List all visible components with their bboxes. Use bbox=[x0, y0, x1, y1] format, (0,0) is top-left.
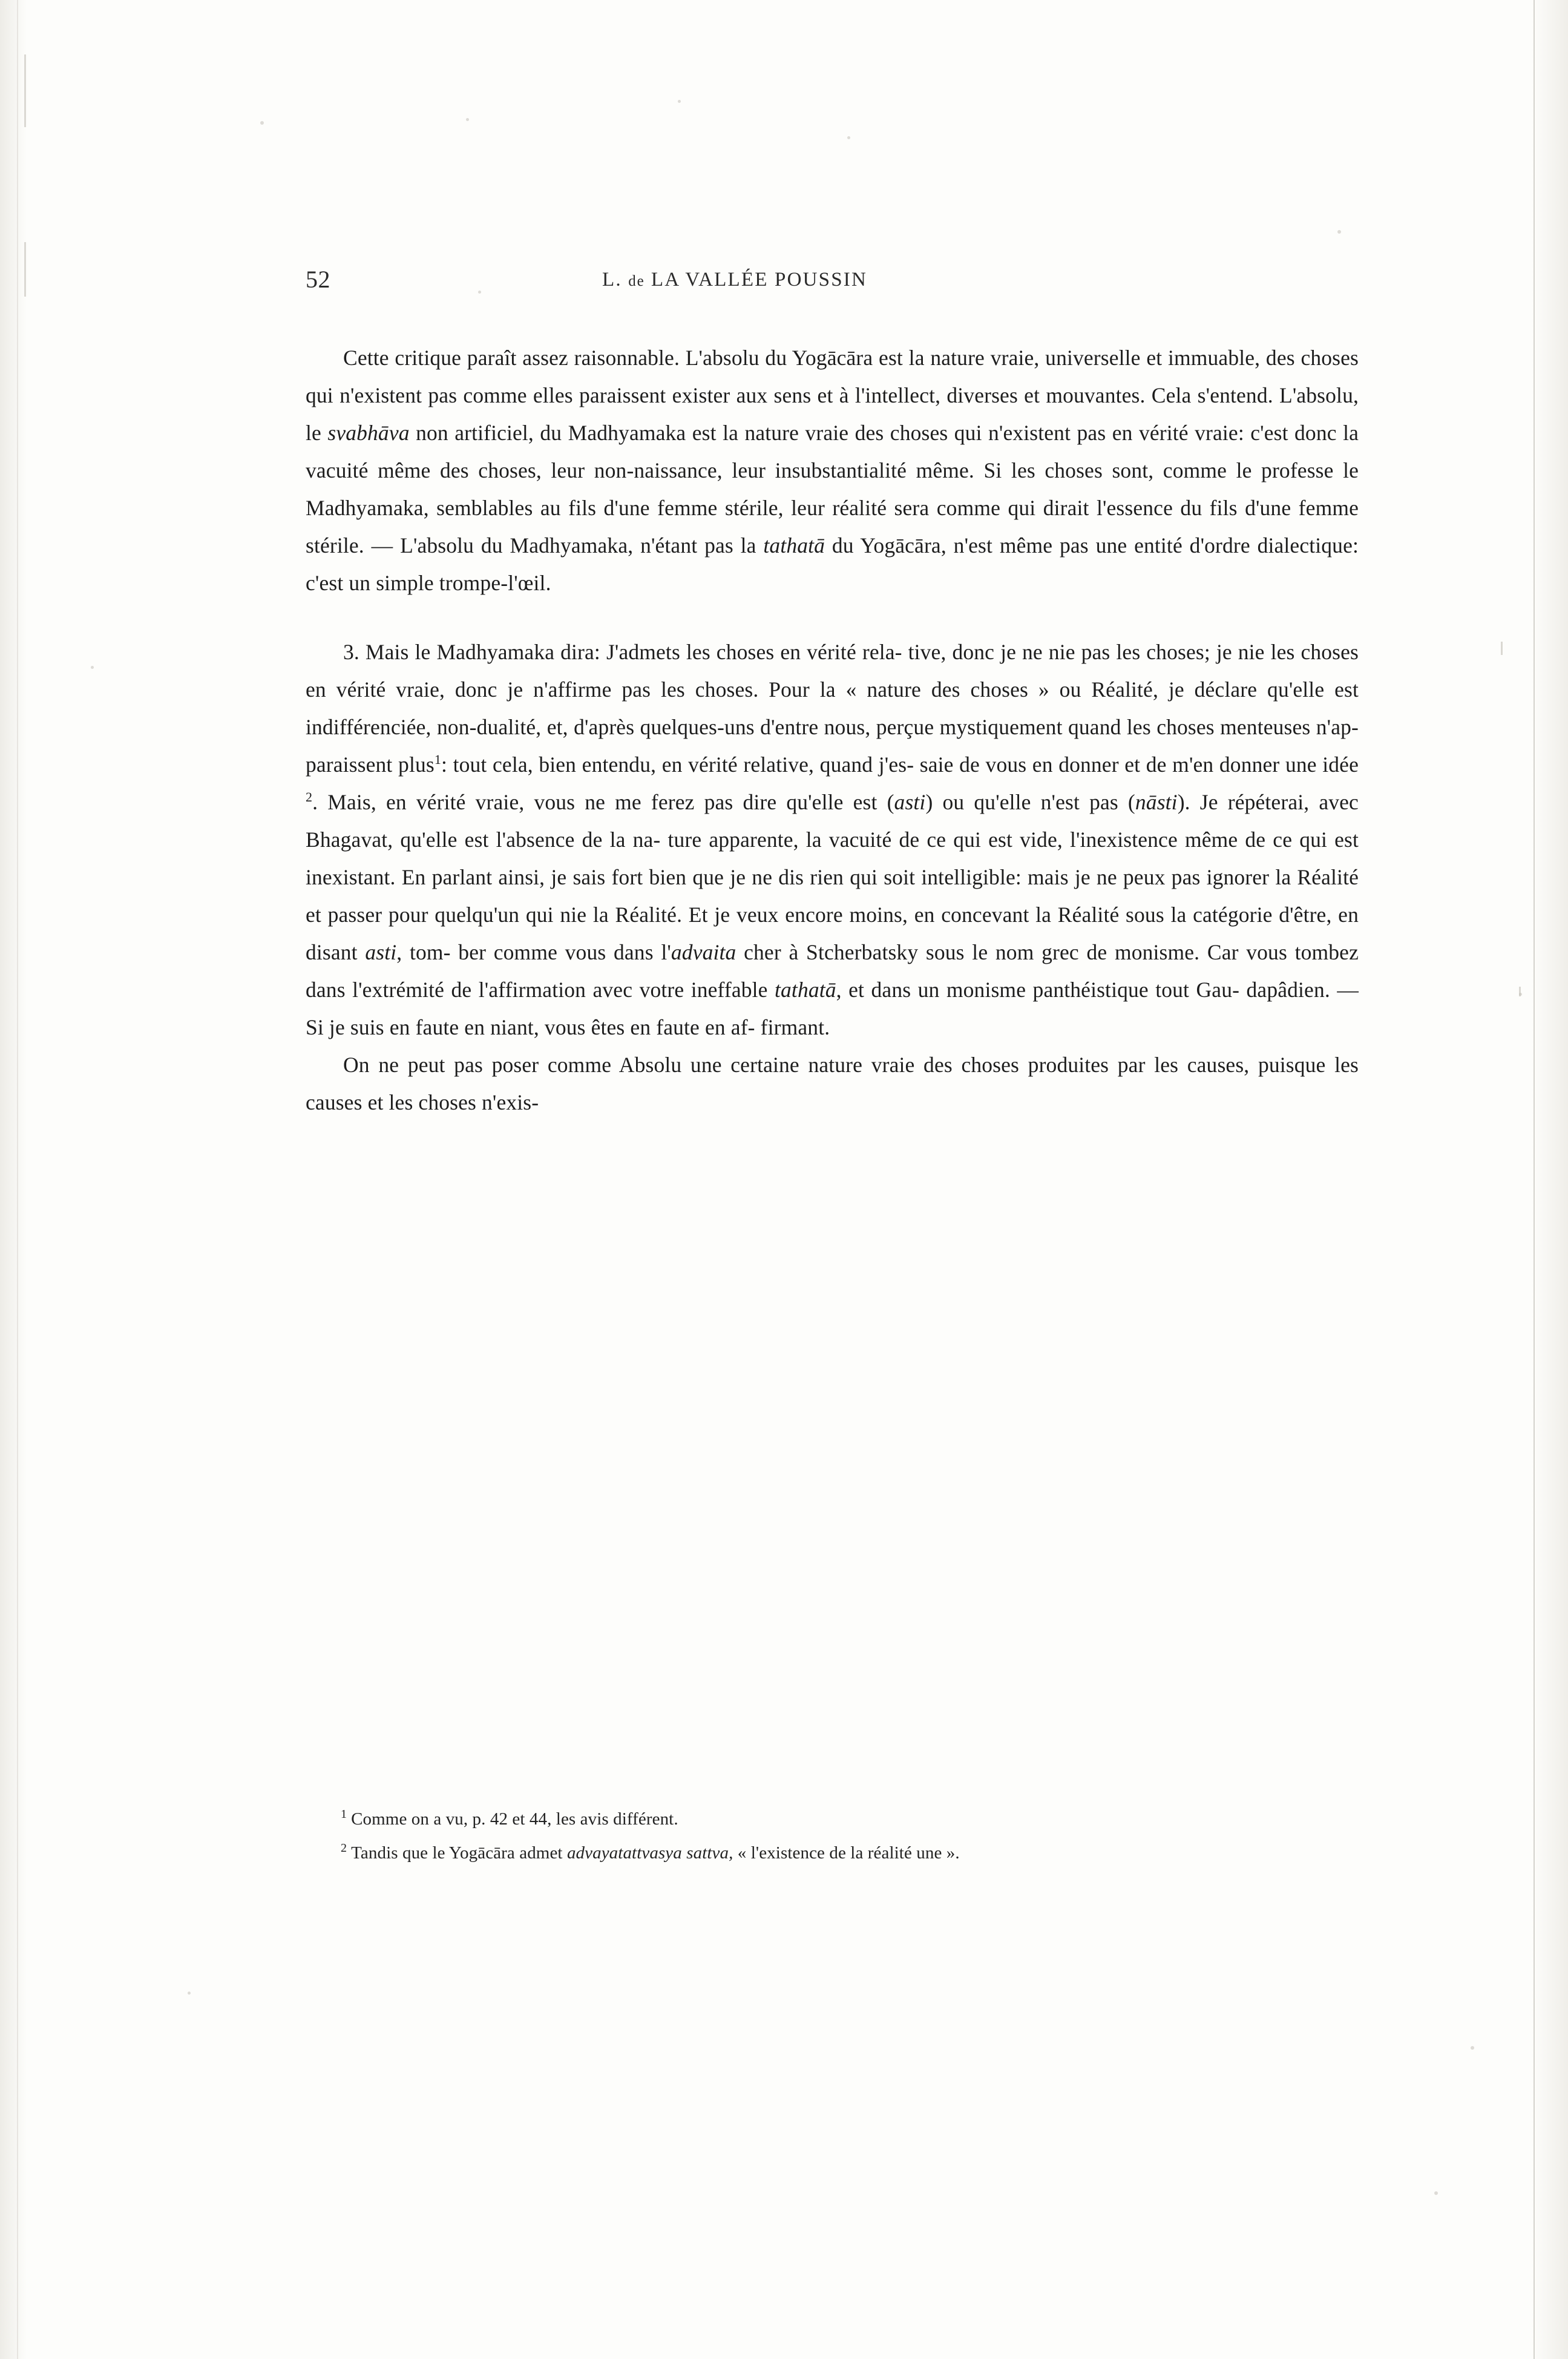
page-left-margin-rule bbox=[17, 0, 18, 2359]
scan-speck bbox=[1337, 230, 1341, 234]
paragraph-3: On ne peut pas poser comme Absolu une certaine nature vraie des choses produites par les causes, puisque les causes et les choses n'exis- bbox=[306, 1053, 1359, 1114]
scan-tick bbox=[24, 242, 26, 297]
page-right-margin-rule bbox=[1534, 0, 1535, 2359]
term-nasti: nāsti bbox=[1135, 790, 1178, 814]
scan-tick bbox=[24, 54, 26, 127]
running-head-particle: de bbox=[628, 273, 645, 289]
footnote-marker-1: 1 bbox=[341, 1808, 347, 1821]
scan-speck bbox=[1434, 2191, 1438, 2195]
paragraph-2: 3. Mais le Madhyamaka dira: J'admets les choses en vérité rela- tive, donc je ne nie pas les choses; je nie les choses en vérité vraie, donc je n'affirme pas les choses. Pour la « nature des choses » ou Réalité, je déclare qu'elle est indifférenciée, non-dualité, et, d'après quelques-uns d'entre nous, perçue mystiquement quand les choses menteuses n'ap- paraissent plus$^1$: tout cela, bien entendu, en vérité relative, quand j'es- saie de vous en donner et de m'en donner une idée $^2$. Mais, en vérité vraie, vous ne me ferez pas dire qu'elle est (asti) ou qu'elle n'est pas (nāsti). Je répéterai, avec Bhagavat, qu'elle est l'absence de la na- ture apparente, la vacuité de ce qui est vide, l'inexistence même de ce qui est inexistant. En parlant ainsi, je sais fort bien que je ne dis rien qui soit intelligible: mais je ne peux pas ignorer la Réalité et passer pour quelqu'un qui nie la Réalité. Et je veux encore moins, en concevant la Réalité sous la catégorie d'être, en disant asti, tom- ber comme vous dans l'advaita cher à Stcherbatsky sous le nom grec de monisme. Car vous tombez dans l'extrémité de l'affirmation avec votre ineffable tathatā, et dans un monisme panthéistique tout Gau- dapâdien. — Si je suis en faute en niant, vous êtes en faute en af- firmant. bbox=[306, 640, 1359, 1039]
term-advaita: advaita bbox=[671, 940, 736, 964]
scan-speck bbox=[847, 136, 850, 139]
page-left-edge-shadow bbox=[0, 0, 27, 2359]
scan-speck bbox=[260, 121, 264, 125]
scan-speck bbox=[188, 1992, 191, 1995]
term-asti-2: asti bbox=[365, 940, 397, 964]
term-svabhava: svabhāva bbox=[327, 421, 410, 445]
term-tathata: tathatā bbox=[763, 533, 825, 558]
footnote-ref-1[interactable]: 1 bbox=[434, 752, 441, 768]
page-header bbox=[306, 260, 1359, 303]
term-advayatattvasya-sattva: advayatattvasya sattva, bbox=[566, 1843, 733, 1863]
footnotes-block bbox=[306, 1804, 1359, 1872]
footnote-1-text: Comme on a vu, p. 42 et 44, les avis différent. bbox=[351, 1809, 678, 1829]
term-asti: asti bbox=[894, 790, 926, 814]
scan-speck bbox=[466, 118, 469, 121]
running-head-author: LA VALLÉE POUSSIN bbox=[651, 269, 867, 291]
footnote-ref-2[interactable]: 2 bbox=[306, 789, 313, 805]
scan-tick bbox=[1501, 642, 1503, 655]
page-folio-number: 52 bbox=[306, 266, 330, 293]
page-text-block bbox=[306, 260, 1359, 1121]
term-tathata-2: tathatā bbox=[775, 978, 836, 1002]
footnote-marker-2: 2 bbox=[341, 1841, 347, 1855]
footnote-2: $^2$ Tandis que le Yogācāra admet advayatattvasya sattva, « l'existence de la réalité une ». bbox=[341, 1841, 960, 1863]
page-right-edge-shadow bbox=[1532, 0, 1568, 2359]
scan-speck bbox=[91, 666, 94, 669]
scan-speck bbox=[1471, 2046, 1474, 2050]
running-head bbox=[602, 269, 867, 291]
scan-tick bbox=[1519, 987, 1521, 996]
running-head-initial: L. bbox=[602, 269, 622, 291]
paragraph-1: Cette critique paraît assez raisonnable. L'absolu du Yogācāra est la nature vraie, universelle et immuable, des choses qui n'existent pas comme elles paraissent exister aux sens et à l'intellect, diverses et mouvantes. Cela s'entend. L'absolu, le svabhāva non artificiel, du Madhyamaka est la nature vraie des choses qui n'existent pas en vérité vraie: c'est donc la vacuité même des choses, leur non-naissance, leur insubstantialité même. Si les choses sont, comme le professe le Madhyamaka, semblables au fils d'une femme stérile, leur réalité sera comme qui dirait l'essence du fils d'une femme stérile. — L'absolu du Madhyamaka, n'étant pas la tathatā du Yogācāra, n'est même pas une entité d'ordre dialectique: c'est un simple trompe-l'œil. bbox=[306, 346, 1359, 595]
scan-speck bbox=[678, 100, 681, 103]
footnote-1 bbox=[306, 1804, 1359, 1834]
